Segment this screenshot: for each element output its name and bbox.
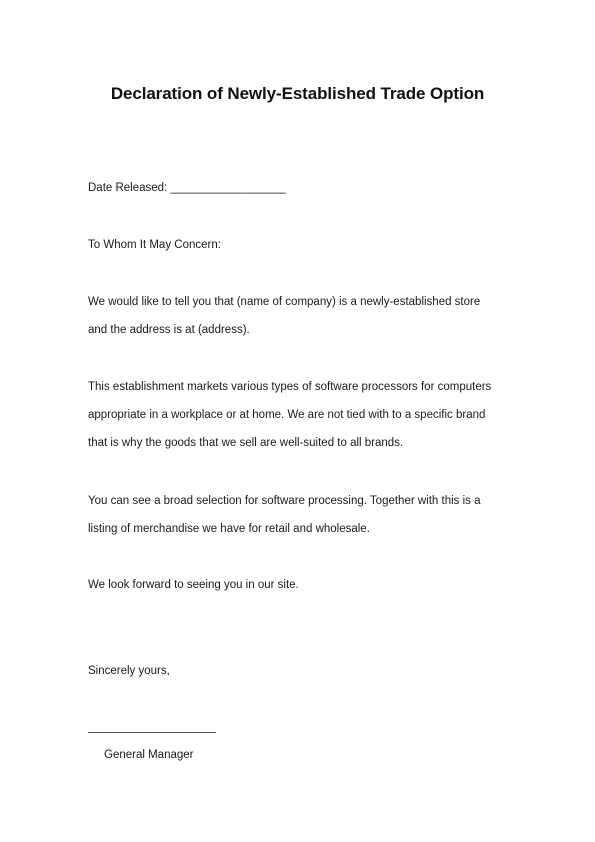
paragraph-2-line-2: appropriate in a workplace or at home. We are not tied with to a specific brand	[88, 409, 486, 421]
paragraph-3-line-1: You can see a broad selection for software processing. Together with this is a	[88, 495, 481, 507]
signature-line	[88, 732, 216, 733]
paragraph-1-line-1: We would like to tell you that (name of company) is a newly-established store	[88, 296, 481, 308]
closing: Sincerely yours,	[88, 665, 170, 677]
salutation: To Whom It May Concern:	[88, 239, 221, 251]
paragraph-3-line-2: listing of merchandise we have for retail and wholesale.	[88, 523, 370, 535]
paragraph-4: We look forward to seeing you in our site.	[88, 579, 299, 591]
date-released-line: Date Released: __________________	[88, 182, 286, 194]
paragraph-2-line-1: This establishment markets various types of software processors for computers	[88, 381, 492, 393]
document-title: Declaration of Newly-Established Trade Option	[110, 84, 485, 103]
paragraph-2-line-3: that is why the goods that we sell are well-suited to all brands.	[88, 437, 404, 449]
signatory-title: General Manager	[104, 749, 194, 761]
paragraph-1-line-2: and the address is at (address).	[88, 324, 250, 336]
